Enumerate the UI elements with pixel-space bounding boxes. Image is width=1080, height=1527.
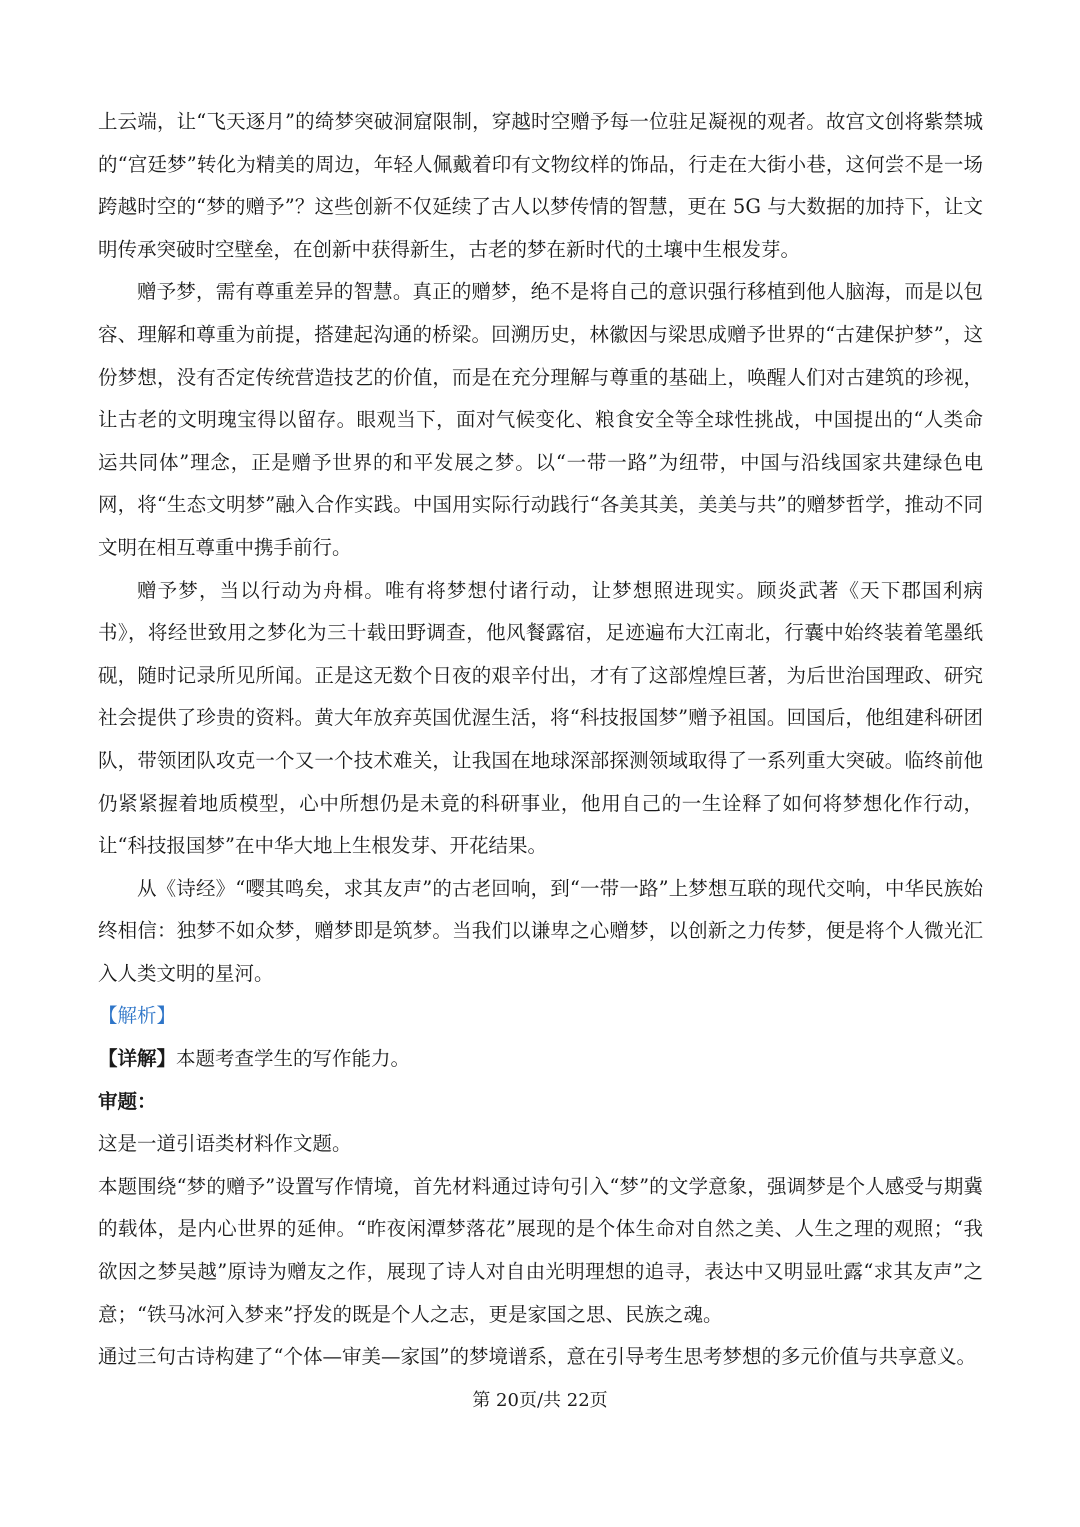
review-paragraph-3: 通过三句古诗构建了“个体—审美—家国”的梦境谱系，意在引导考生思考梦想的多元价值与共享意义。 xyxy=(98,1345,976,1369)
review-heading: 审题： xyxy=(98,1089,157,1113)
essay-paragraph-2: 赠予梦，需有尊重差异的智慧。真正的赠梦，绝不是将自己的意识强行移植到他人脑海，而是以包容、理解和尊重为前提，搭建起沟通的桥梁。回溯历史，林徽因与梁思成赠予世界的“古建保护梦”，这份梦想，没有否定传统营造技艺的价值，而是在充分理解与尊重的基础上，唤醒人们对古建筑的珍视，让古老的文明瑰宝得以留存。眼观当下，面对气候变化、粮食安全等全球性挑战，中国提出的“人类命运共同体”理念，正是赠予世界的和平发展之梦。以“一带一路”为纽带，中国与沿线国家共建绿色电网，将“生态文明梦”融入合作实践。中国用实际行动践行“各美其美，美美与共”的赠梦哲学，推动不同文明在相互尊重中携手前行。 xyxy=(98,280,983,559)
essay-paragraph-3: 赠予梦，当以行动为舟楫。唯有将梦想付诸行动，让梦想照进现实。顾炎武著《天下郡国利病书》，将经世致用之梦化为三十载田野调查，他风餐露宿，足迹遍布大江南北，行囊中始终装着笔墨纸砚，随时记录所见所闻。正是这无数个日夜的艰辛付出，才有了这部煌煌巨著，为后世治国理政、研究社会提供了珍贵的资料。黄大年放弃英国优渥生活，将“科技报国梦”赠予祖国。回国后，他组建科研团队，带领团队攻克一个又一个技术难关，让我国在地球深部探测领域取得了一系列重大突破。临终前他仍紧紧握着地质模型，心中所想仍是未竟的科研事业，他用自己的一生诠释了如何将梦想化作行动，让“科技报国梦”在中华大地上生根发芽、开花结果。 xyxy=(98,578,983,858)
essay-paragraph-1: 上云端，让“飞天逐月”的绮梦突破洞窟限制，穿越时空赠予每一位驻足凝视的观者。故宫文创将紫禁城的“宫廷梦”转化为精美的周边，年轻人佩戴着印有文物纹样的饰品，行走在大街小巷，这何尝不是一场跨越时空的“梦的赠予”？这些创新不仅延续了古人以梦传情的智慧，更在 5G 与大数据的加持下，让文明传承突破时空壁垒，在创新中获得新生，古老的梦在新时代的土壤中生根发芽。 xyxy=(98,110,983,261)
page-number: 第 20页/共 22页 xyxy=(472,1390,608,1411)
detail-label: 【详解】 xyxy=(98,1047,177,1071)
analysis-label: 【解析】 xyxy=(98,1004,177,1028)
detail-text: 本题考查学生的写作能力。 xyxy=(176,1047,411,1071)
document-body xyxy=(98,101,983,1379)
essay-paragraph-4: 从《诗经》“嘤其鸣矣，求其友声”的古老回响，到“一带一路”上梦想互联的现代交响，中华民族始终相信：独梦不如众梦，赠梦即是筑梦。当我们以谦卑之心赠梦，以创新之力传梦，便是将个人微光汇入人类文明的星河。 xyxy=(98,876,983,985)
review-paragraph-2: 本题围绕“梦的赠予”设置写作情境，首先材料通过诗句引入“梦”的文学意象，强调梦是个人感受与期冀的载体，是内心世界的延伸。“昨夜闲潭梦落花”展现的是个体生命对自然之美、人生之理的观照；“我欲因之梦吴越”原诗为赠友之作，展现了诗人对自由光明理想的追寻，表达中又明显吐露“求其友声”之意；“铁马冰河入梦来”抒发的既是个人之志，更是家国之思、民族之魂。 xyxy=(98,1174,983,1326)
detail-line xyxy=(98,1038,983,1081)
review-paragraph-1: 这是一道引语类材料作文题。 xyxy=(98,1132,352,1156)
